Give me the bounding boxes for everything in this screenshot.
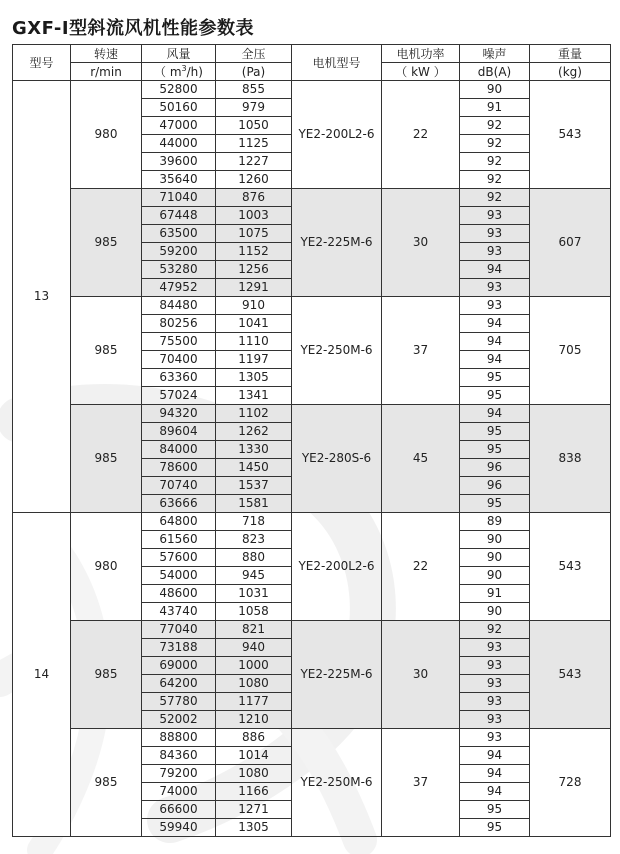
pressure-cell: 1291: [216, 279, 292, 297]
noise-cell: 93: [460, 207, 530, 225]
header-pressure: 全压: [216, 45, 292, 63]
flow-cell: 59200: [142, 243, 216, 261]
flow-cell: 67448: [142, 207, 216, 225]
noise-cell: 93: [460, 729, 530, 747]
table-row: [13, 297, 611, 315]
pressure-cell: 1330: [216, 441, 292, 459]
flow-cell: 64800: [142, 513, 216, 531]
flow-unit-post: /h): [186, 65, 203, 79]
pressure-cell: 1080: [216, 675, 292, 693]
flow-cell: 78600: [142, 459, 216, 477]
noise-cell: 94: [460, 765, 530, 783]
pressure-cell: 1058: [216, 603, 292, 621]
pressure-cell: 1041: [216, 315, 292, 333]
noise-cell: 94: [460, 783, 530, 801]
flow-cell: 80256: [142, 315, 216, 333]
pressure-cell: 1210: [216, 711, 292, 729]
flow-cell: 94320: [142, 405, 216, 423]
header-power: 电机功率: [382, 45, 460, 63]
weight-cell: 705: [530, 297, 611, 405]
flow-cell: 50160: [142, 99, 216, 117]
noise-cell: 89: [460, 513, 530, 531]
noise-cell: 92: [460, 621, 530, 639]
pressure-cell: 1075: [216, 225, 292, 243]
noise-cell: 96: [460, 459, 530, 477]
flow-cell: 57780: [142, 693, 216, 711]
motor-cell: YE2-250M-6: [292, 297, 382, 405]
noise-cell: 94: [460, 351, 530, 369]
motor-cell: YE2-250M-6: [292, 729, 382, 837]
header-pressure-unit: (Pa): [216, 63, 292, 81]
weight-cell: 838: [530, 405, 611, 513]
noise-cell: 93: [460, 297, 530, 315]
noise-cell: 92: [460, 135, 530, 153]
table-header: [13, 45, 611, 81]
page-title: GXF-Ⅰ型斜流风机性能参数表: [12, 18, 255, 39]
flow-cell: 53280: [142, 261, 216, 279]
motor-cell: YE2-200L2-6: [292, 513, 382, 621]
motor-cell: YE2-200L2-6: [292, 81, 382, 189]
header-motor: 电机型号: [292, 45, 382, 81]
noise-cell: 91: [460, 585, 530, 603]
noise-cell: 93: [460, 639, 530, 657]
pressure-cell: 880: [216, 549, 292, 567]
pressure-cell: 1260: [216, 171, 292, 189]
pressure-cell: 1197: [216, 351, 292, 369]
flow-cell: 88800: [142, 729, 216, 747]
header-noise-unit: dB(A): [460, 63, 530, 81]
power-cell: 45: [382, 405, 460, 513]
pressure-cell: 1152: [216, 243, 292, 261]
pressure-cell: 1271: [216, 801, 292, 819]
flow-cell: 66600: [142, 801, 216, 819]
speed-cell: 980: [71, 513, 142, 621]
weight-cell: 543: [530, 513, 611, 621]
pressure-cell: 821: [216, 621, 292, 639]
flow-cell: 57600: [142, 549, 216, 567]
noise-cell: 90: [460, 549, 530, 567]
noise-cell: 90: [460, 603, 530, 621]
noise-cell: 95: [460, 495, 530, 513]
noise-cell: 93: [460, 657, 530, 675]
power-cell: 30: [382, 189, 460, 297]
speed-cell: 985: [71, 729, 142, 837]
weight-cell: 607: [530, 189, 611, 297]
pressure-cell: 1537: [216, 477, 292, 495]
pressure-cell: 1341: [216, 387, 292, 405]
noise-cell: 94: [460, 261, 530, 279]
pressure-cell: 1227: [216, 153, 292, 171]
flow-cell: 63360: [142, 369, 216, 387]
noise-cell: 90: [460, 567, 530, 585]
noise-cell: 93: [460, 225, 530, 243]
pressure-cell: 1450: [216, 459, 292, 477]
flow-cell: 35640: [142, 171, 216, 189]
noise-cell: 95: [460, 423, 530, 441]
model-cell: 14: [13, 513, 71, 837]
header-speed: 转速: [71, 45, 142, 63]
table-row: [13, 729, 611, 747]
noise-cell: 95: [460, 441, 530, 459]
flow-unit-pre: （ m: [154, 65, 182, 79]
flow-cell: 64200: [142, 675, 216, 693]
flow-cell: 59940: [142, 819, 216, 837]
model-cell: 13: [13, 81, 71, 513]
flow-cell: 79200: [142, 765, 216, 783]
flow-cell: 73188: [142, 639, 216, 657]
flow-cell: 84360: [142, 747, 216, 765]
noise-cell: 92: [460, 117, 530, 135]
table-row: [13, 513, 611, 531]
header-speed-unit: r/min: [71, 63, 142, 81]
noise-cell: 94: [460, 405, 530, 423]
fan-performance-table: [12, 44, 611, 837]
flow-cell: 57024: [142, 387, 216, 405]
weight-cell: 543: [530, 621, 611, 729]
pressure-cell: 1177: [216, 693, 292, 711]
motor-cell: YE2-280S-6: [292, 405, 382, 513]
speed-cell: 985: [71, 189, 142, 297]
speed-cell: 985: [71, 297, 142, 405]
noise-cell: 93: [460, 675, 530, 693]
noise-cell: 93: [460, 693, 530, 711]
power-cell: 37: [382, 297, 460, 405]
pressure-cell: 945: [216, 567, 292, 585]
power-cell: 30: [382, 621, 460, 729]
header-flow: 风量: [142, 45, 216, 63]
pressure-cell: 1014: [216, 747, 292, 765]
noise-cell: 92: [460, 171, 530, 189]
pressure-cell: 1000: [216, 657, 292, 675]
pressure-cell: 823: [216, 531, 292, 549]
power-cell: 22: [382, 513, 460, 621]
flow-cell: 77040: [142, 621, 216, 639]
flow-cell: 71040: [142, 189, 216, 207]
flow-cell: 48600: [142, 585, 216, 603]
pressure-cell: 1031: [216, 585, 292, 603]
noise-cell: 94: [460, 333, 530, 351]
flow-cell: 63666: [142, 495, 216, 513]
pressure-cell: 1003: [216, 207, 292, 225]
table-body: [13, 81, 611, 837]
flow-cell: 52800: [142, 81, 216, 99]
noise-cell: 93: [460, 711, 530, 729]
noise-cell: 93: [460, 243, 530, 261]
pressure-cell: 1125: [216, 135, 292, 153]
noise-cell: 95: [460, 801, 530, 819]
motor-cell: YE2-225M-6: [292, 189, 382, 297]
flow-cell: 75500: [142, 333, 216, 351]
flow-cell: 47952: [142, 279, 216, 297]
pressure-cell: 1262: [216, 423, 292, 441]
pressure-cell: 1102: [216, 405, 292, 423]
flow-cell: 69000: [142, 657, 216, 675]
header-flow-unit: [142, 63, 216, 81]
noise-cell: 92: [460, 153, 530, 171]
weight-cell: 728: [530, 729, 611, 837]
pressure-cell: 1080: [216, 765, 292, 783]
header-power-unit: （ kW ）: [382, 63, 460, 81]
flow-cell: 61560: [142, 531, 216, 549]
speed-cell: 985: [71, 621, 142, 729]
flow-cell: 74000: [142, 783, 216, 801]
flow-cell: 89604: [142, 423, 216, 441]
noise-cell: 95: [460, 387, 530, 405]
pressure-cell: 718: [216, 513, 292, 531]
header-model: 型号: [13, 45, 71, 81]
table-row: [13, 189, 611, 207]
noise-cell: 94: [460, 747, 530, 765]
pressure-cell: 1256: [216, 261, 292, 279]
header-weight-unit: (kg): [530, 63, 611, 81]
flow-cell: 84000: [142, 441, 216, 459]
noise-cell: 95: [460, 369, 530, 387]
flow-unit-sup: 3: [181, 64, 187, 73]
pressure-cell: 1166: [216, 783, 292, 801]
pressure-cell: 940: [216, 639, 292, 657]
power-cell: 37: [382, 729, 460, 837]
flow-cell: 63500: [142, 225, 216, 243]
table-row: [13, 81, 611, 99]
table-row: [13, 621, 611, 639]
header-weight: 重量: [530, 45, 611, 63]
flow-cell: 44000: [142, 135, 216, 153]
noise-cell: 91: [460, 99, 530, 117]
pressure-cell: 979: [216, 99, 292, 117]
motor-cell: YE2-225M-6: [292, 621, 382, 729]
noise-cell: 93: [460, 279, 530, 297]
header-noise: 噪声: [460, 45, 530, 63]
noise-cell: 95: [460, 819, 530, 837]
noise-cell: 92: [460, 189, 530, 207]
power-cell: 22: [382, 81, 460, 189]
pressure-cell: 1581: [216, 495, 292, 513]
flow-cell: 52002: [142, 711, 216, 729]
pressure-cell: 886: [216, 729, 292, 747]
noise-cell: 96: [460, 477, 530, 495]
flow-cell: 39600: [142, 153, 216, 171]
flow-cell: 43740: [142, 603, 216, 621]
noise-cell: 94: [460, 315, 530, 333]
speed-cell: 980: [71, 81, 142, 189]
pressure-cell: 1305: [216, 369, 292, 387]
flow-cell: 70740: [142, 477, 216, 495]
flow-cell: 70400: [142, 351, 216, 369]
pressure-cell: 1110: [216, 333, 292, 351]
flow-cell: 54000: [142, 567, 216, 585]
table-row: [13, 405, 611, 423]
pressure-cell: 1305: [216, 819, 292, 837]
flow-cell: 47000: [142, 117, 216, 135]
noise-cell: 90: [460, 81, 530, 99]
pressure-cell: 876: [216, 189, 292, 207]
pressure-cell: 855: [216, 81, 292, 99]
pressure-cell: 1050: [216, 117, 292, 135]
noise-cell: 90: [460, 531, 530, 549]
weight-cell: 543: [530, 81, 611, 189]
flow-cell: 84480: [142, 297, 216, 315]
pressure-cell: 910: [216, 297, 292, 315]
speed-cell: 985: [71, 405, 142, 513]
